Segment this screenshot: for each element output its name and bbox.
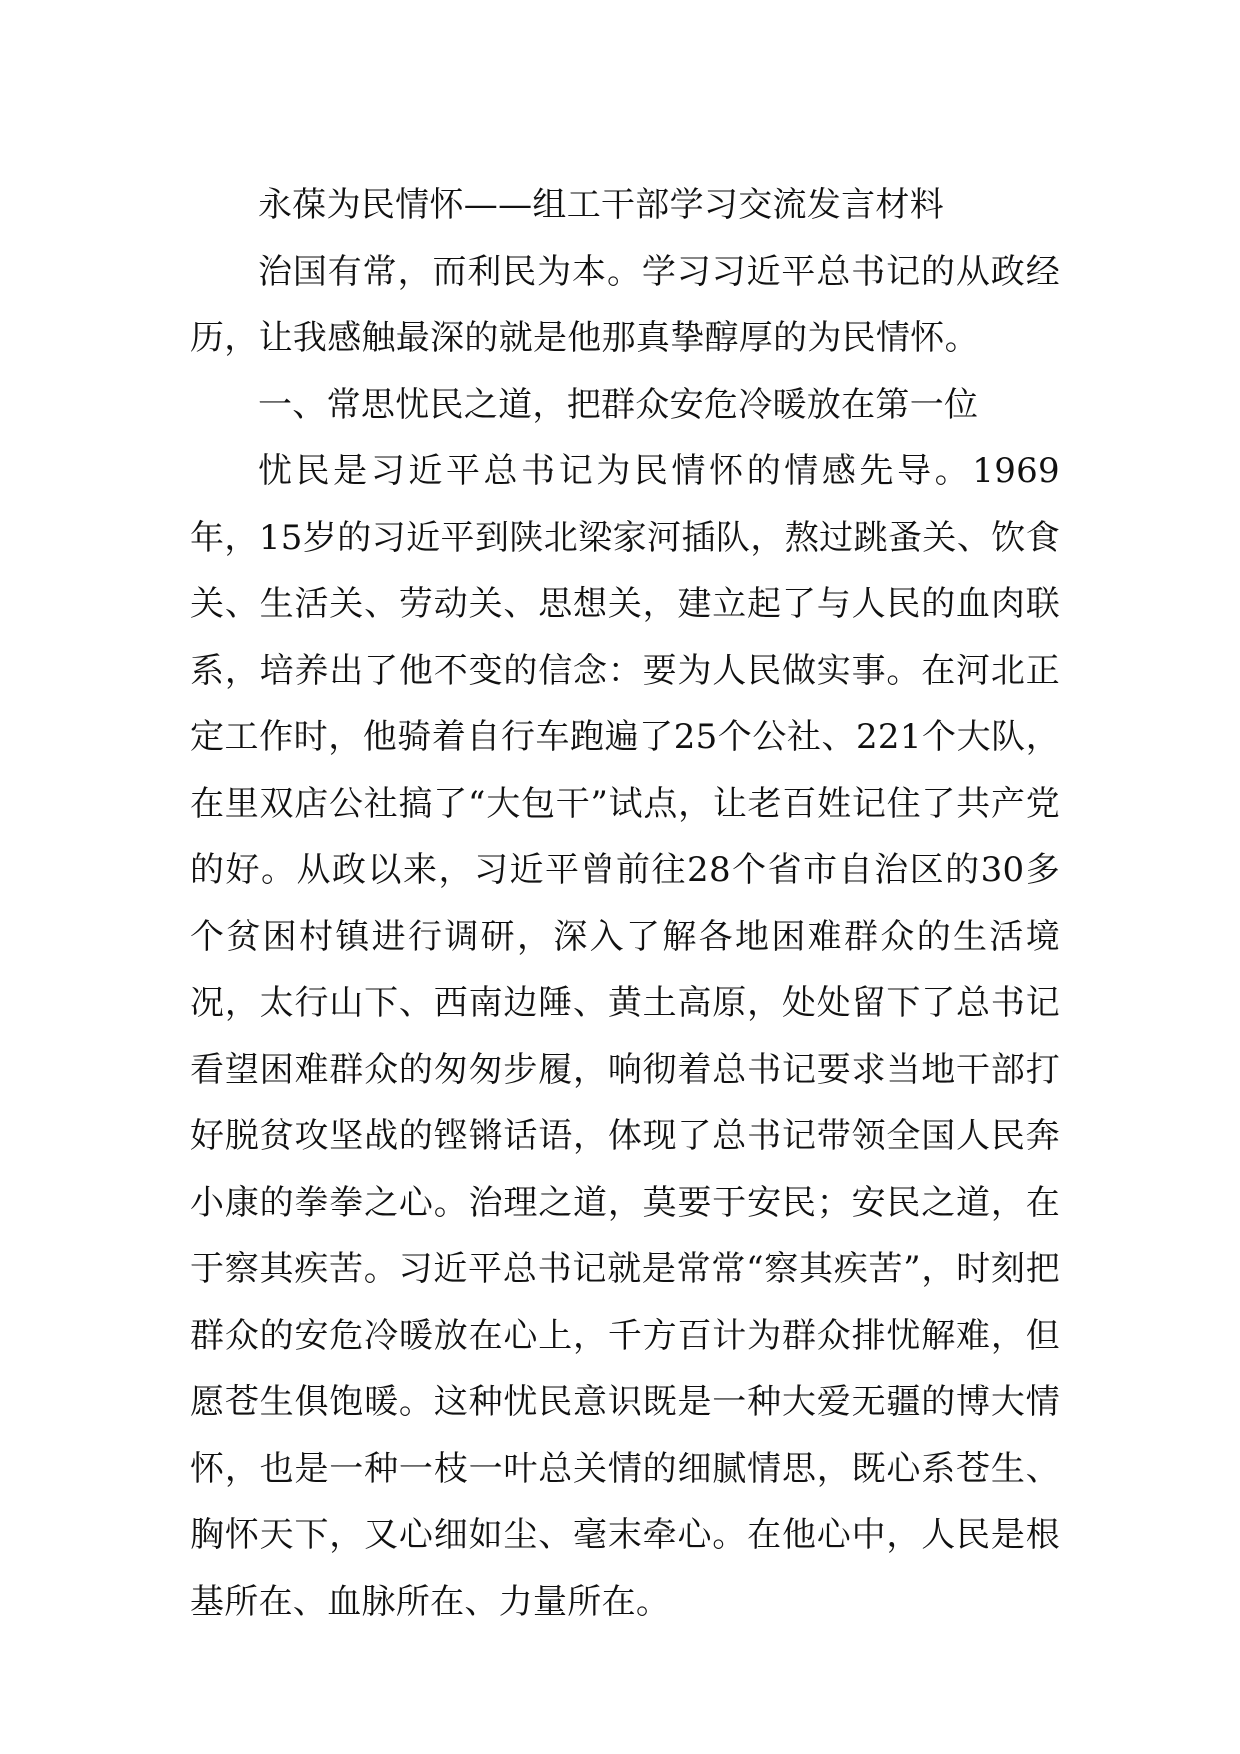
section-heading-1: 一、常思忧民之道，把群众安危冷暖放在第一位 [258, 384, 979, 425]
document-body [190, 172, 1060, 1635]
document-title: 永葆为民情怀——组工干部学习交流发言材料 [258, 185, 944, 225]
paragraph-intro: 治国有常，而利民为本。学习习近平总书记的从政经历，让我感触最深的就是他那真挚醇厚的为民情怀。 [190, 251, 1060, 358]
paragraph-body-1: 忧民是习近平总书记为民情怀的情感先导。1969年，15岁的习近平到陕北梁家河插队，熬过跳蚤关、饮食关、生活关、劳动关、思想关，建立起了与人民的血肉联系，培养出了他不变的信念：要为人民做实事。在河北正定工作时，他骑着自行车跑遍了25个公社、221个大队，在里双店公社搞了“大包干”试点，让老百姓记住了共产党的好。从政以来，习近平曾前往28个省市自治区的30多个贫困村镇进行调研，深入了解各地困难群众的生活境况，太行山下、西南边陲、黄土高原，处处留下了总书记看望困难群众的匆匆步履，响彻着总书记要求当地干部打好脱贫攻坚战的铿锵话语，体现了总书记带领全国人民奔小康的拳拳之心。治理之道，莫要于安民；安民之道，在于察其疾苦。习近平总书记就是常常“察其疾苦”，时刻把群众的安危冷暖放在心上，千方百计为群众排忧解难，但愿苍生俱饱暖。这种忧民意识既是一种大爱无疆的博大情怀，也是一种一枝一叶总关情的细腻情思，既心系苍生、胸怀天下，又心细如尘、毫末牵心。在他心中，人民是根基所在、血脉所在、力量所在。 [190, 451, 1060, 1622]
